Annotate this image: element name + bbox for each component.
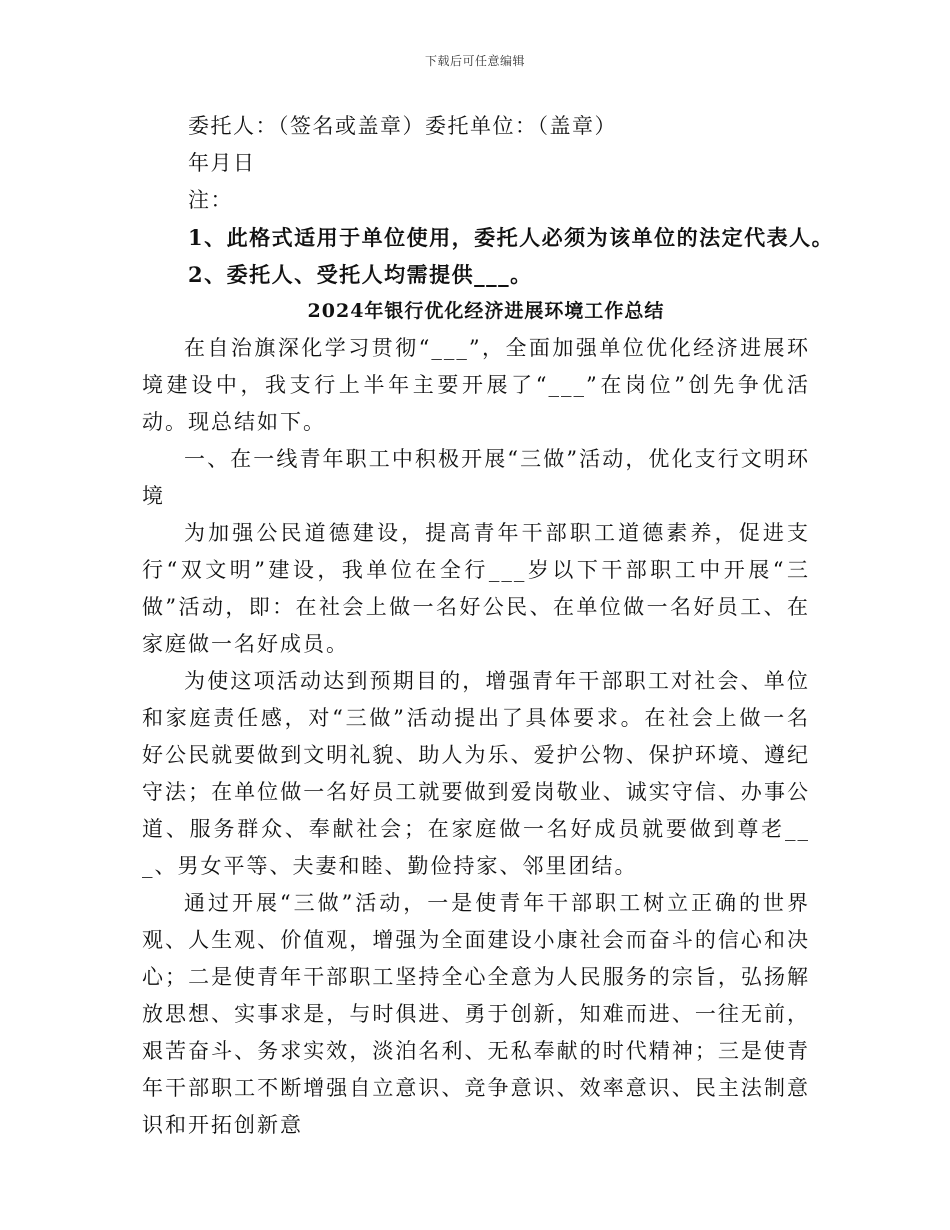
note-label: 注：	[188, 188, 233, 212]
document-body	[142, 108, 835, 1144]
note-item-1: 1、此格式适用于单位使用，委托人必须为该单位的法定代表人。	[188, 225, 835, 250]
article-title: 2024年银行优化经济进展环境工作总结	[307, 300, 665, 322]
section-heading-1: 一、在一线青年职工中积极开展“三做”活动，优化支行文明环境	[142, 447, 810, 508]
paragraph-requirements: 为使这项活动达到预期目的，增强青年干部职工对社会、单位和家庭责任感，对“三做”活动提出了具体要求。在社会上做一名好公民就要做到文明礼貌、助人为乐、爱护公物、保护环境、遵纪守法；在单位做一名好员工就要做到爱岗敬业、诚实守信、办事公道、服务群众、奉献社会；在家庭做一名好成员就要做到尊老___、男女平等、夫妻和睦、勤俭持家、邻里团结。	[142, 669, 810, 878]
paragraph-three-do-intro: 为加强公民道德建设，提高青年干部职工道德素养，促进支行“双文明”建设，我单位在全行___岁以下干部职工中开展“三做”活动，即：在社会上做一名好公民、在单位做一名好员工、在家庭做一名好成员。	[142, 521, 810, 656]
paragraph-intro: 在自治旗深化学习贯彻“___”，全面加强单位优化经济进展环境建设中，我支行上半年主要开展了“___”在岗位”创先争优活动。现总结如下。	[142, 336, 810, 434]
date-line: 年月日	[188, 151, 256, 175]
paragraph-outcomes: 通过开展“三做”活动，一是使青年干部职工树立正确的世界观、人生观、价值观，增强为全面建设小康社会而奋斗的信心和决心；二是使青年干部职工坚持全心全意为人民服务的宗旨，弘扬解放思想、实事求是，与时俱进、勇于创新，知难而进、一往无前，艰苦奋斗、务求实效，淡泊名利、无私奉献的时代精神；三是使青年干部职工不断增强自立意识、竞争意识、效率意识、民主法制意识和开拓创新意	[142, 891, 810, 1137]
note-item-2: 2、委托人、受托人均需提供___。	[188, 262, 533, 287]
signature-line: 委托人：（签名或盖章）委托单位：（盖章）	[188, 114, 617, 138]
page-header-note: 下载后可任意编辑	[424, 54, 525, 68]
